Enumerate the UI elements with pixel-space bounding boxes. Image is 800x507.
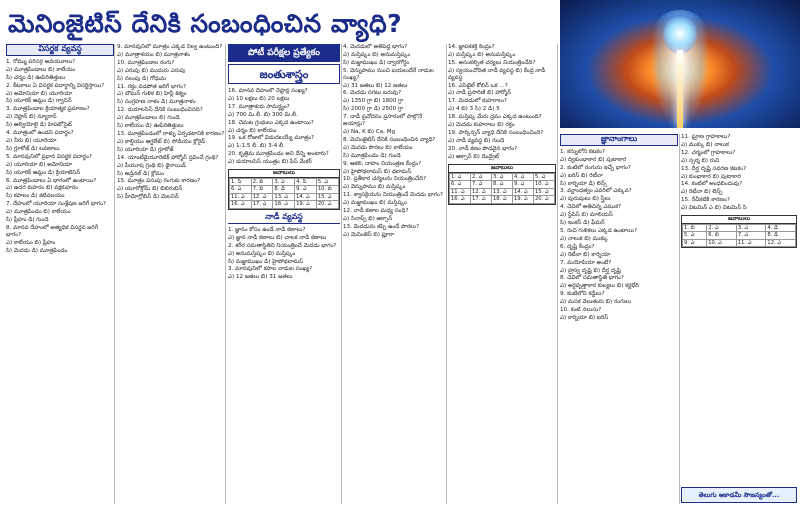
answer-cell: 9. ఎ bbox=[513, 181, 534, 189]
answer-cell: 2. బి bbox=[251, 178, 273, 186]
answer-cell: 20. ఎ bbox=[534, 196, 555, 204]
answer-cell: 8. ఎ bbox=[492, 181, 513, 189]
question-line: సి) నలుపు డి) గోధుమ bbox=[117, 75, 167, 82]
question-line: 17. మూత్రాశయ సామర్థ్యం? bbox=[228, 103, 290, 110]
question-line: 12. చర్మంలో గ్రాహకాలు? bbox=[681, 149, 736, 156]
answer-row bbox=[683, 224, 796, 232]
question-line: సి) కాలేయం డి) ఊపిరితిత్తులు bbox=[117, 123, 184, 130]
question-line: ఎ) నాడీ వ్యవస్థ బి) గుండె bbox=[448, 137, 505, 144]
answer-cell: 9. ఎ bbox=[295, 186, 317, 194]
answer-cell: 3. ఎ bbox=[492, 173, 513, 181]
question-line: 5. రుచి గుళికలు ఎక్కడ ఉంటాయి? bbox=[560, 227, 638, 234]
answer-cell: 7. బి bbox=[251, 186, 273, 194]
question-line: ఎ) మెనింజెస్ బి) ప్లూరా bbox=[343, 231, 395, 238]
question-line: ఎ) మెదడు పొరలు బి) కాలేయం bbox=[343, 144, 413, 151]
question-line: ఎ) మూత్రపిండం బి) కాలేయం bbox=[6, 209, 71, 216]
answer-cell: 11. ఎ bbox=[450, 188, 471, 196]
question-line: ఎ) సినాప్స్ బి) ఆక్సాన్ bbox=[343, 215, 393, 222]
question-line: ఎ) హైపోథలామస్ బి) థలామస్ bbox=[343, 168, 412, 175]
answer-box bbox=[228, 169, 340, 210]
question-line: ఎ) పురుషులు బి) స్త్రీలు bbox=[560, 196, 611, 203]
question-line: ఎ) మస్తిష్కం బి) అనుమస్తిష్కం bbox=[448, 51, 516, 58]
question-list bbox=[448, 44, 556, 161]
answer-cell: 12. ఎ bbox=[766, 239, 796, 247]
column-mixed bbox=[228, 88, 340, 504]
question-line: 6. దృష్టి కేంద్రం? bbox=[560, 243, 595, 250]
answer-box-title: జవాబులు bbox=[229, 170, 339, 178]
section-heading-nervous: నాడీ వ్యవస్థ bbox=[228, 213, 340, 224]
question-line: 1. జ్ఞానం కోసం ఉండే నాడీ కణాలు? bbox=[228, 226, 306, 233]
question-line: ఎ) నాడీ ప్రసారిణి బి) హార్మోన్ bbox=[448, 90, 512, 97]
question-line: 8. మానవ దేహంలో అత్యధిక విసర్జన జరిగే భాగం? bbox=[6, 224, 98, 238]
question-line: ఎ) వెన్నుపాము బి) మస్తిష్కం bbox=[343, 184, 406, 191]
question-line: సి) యూరిక్ ఆమ్లం డి) గ్వానిన్ bbox=[6, 98, 72, 105]
question-line: 5. మానవునిలో ప్రధాన విసర్జక పదార్థం? bbox=[6, 153, 92, 160]
question-line: ఎ) మస్తిష్కం బి) అనుమస్తిష్కం bbox=[343, 51, 411, 58]
question-line: ఎ) జ్ఞాన నాడీ కణాలు బి) చాలక నాడీ కణాలు bbox=[228, 234, 327, 241]
question-line: 15. అసంకల్పిత చర్యలు నియంత్రించేది? bbox=[448, 59, 536, 66]
question-line: ఎ) డయాలసిస్ యంత్రం బి) పేస్ మేకర్ bbox=[228, 159, 312, 166]
question-line: ఎ) బౌమన్ గుళిక బి) హెన్లీ శిక్యం bbox=[117, 91, 187, 98]
question-line: 14. జ్ఞాపకశక్తి కేంద్రం? bbox=[448, 44, 495, 50]
question-line: 9. కంటిలోని కడ్డీలు? bbox=[560, 291, 605, 298]
question-list bbox=[343, 44, 445, 239]
question-line: ఎ) నాలుక బి) ముక్కు bbox=[560, 235, 608, 242]
answer-cell: 7. ఎ bbox=[736, 232, 766, 240]
question-line: సి) కార్నియా డి) లెన్స్ bbox=[560, 180, 607, 187]
question-line: 2. కీటకాలు ఏ విసర్జక పదార్థాన్ని విసర్జిస్తాయి? bbox=[6, 82, 105, 89]
answer-table bbox=[449, 173, 555, 204]
question-line: 10. మూత్రపిండాల రంగు? bbox=[117, 59, 175, 66]
answer-cell: 19. ఎ bbox=[295, 201, 317, 209]
question-line: ఎ) ద్వికుంభాకార బి) పుటాకార bbox=[560, 156, 627, 163]
question-list bbox=[560, 149, 678, 322]
headline: మెనింజైటిస్ దేనికి సంబంధించిన వ్యాధి? bbox=[8, 9, 403, 38]
column-divider bbox=[341, 44, 342, 504]
question-line: 7. దేహంలో యూరియా సంశ్లేషణ జరిగే భాగం? bbox=[6, 201, 106, 208]
question-line: ఎ) మజ్జాముఖం బి) మస్తిష్కం bbox=[343, 200, 408, 207]
answer-cell: 18. ఎ bbox=[273, 201, 295, 209]
column-divider bbox=[679, 134, 680, 504]
question-line: 3. మూత్రపిండాల క్రియాత్మక ప్రమాణం? bbox=[6, 106, 90, 113]
question-line: 8. మెనింజైటిస్ దేనికి సంబంధించిన వ్యాధి? bbox=[343, 136, 436, 143]
answer-cell: 5. ఎ bbox=[316, 178, 338, 186]
answer-table bbox=[229, 178, 339, 209]
column-senses-2 bbox=[681, 134, 797, 504]
question-list bbox=[228, 227, 340, 281]
answer-cell: 19. ఎ bbox=[513, 196, 534, 204]
question-line: ఎ) 700 మి.లీ. బి) 300 మి.లీ. bbox=[228, 111, 299, 118]
question-line: సి) 2000 గ్రా డి) 2500 గ్రా bbox=[343, 106, 404, 113]
exam-banner: పోటీ పరీక్షల ప్రత్యేకం bbox=[228, 44, 340, 62]
question-line: 17. మెదడులో కుహరాలు? bbox=[448, 98, 507, 105]
answer-box-title: జవాబులు bbox=[682, 216, 796, 224]
answer-row bbox=[450, 173, 555, 181]
question-line: సి) అడ్రినల్ డి) క్లోమం bbox=[117, 170, 165, 177]
answer-cell: 17. ఎ bbox=[251, 201, 273, 209]
question-line: సి) గ్లూకోజ్ డి) లవణాలు bbox=[6, 145, 60, 152]
question-line: 4. మూత్రంలో ఉండని పదార్థం? bbox=[6, 130, 74, 137]
question-line: 3. వర్ణాంధత్వం ఎవరిలో ఎక్కువ? bbox=[560, 188, 632, 195]
answer-cell: 10. ఎ bbox=[534, 181, 555, 189]
question-line: 14. కంటిలో అంధబిందువు? bbox=[681, 181, 743, 188]
answer-table bbox=[682, 224, 796, 248]
question-line: 10. ప్రతీకార చర్యలను నియంత్రించేది? bbox=[343, 176, 427, 183]
question-line: ఎ) స్పర్శ బి) రుచి bbox=[681, 157, 720, 164]
question-line: 6. మెదడు సగటు బరువు? bbox=[343, 90, 402, 97]
answer-cell: 6. బి bbox=[707, 232, 737, 240]
question-line: 16. మానవ దేహంలో నెఫ్రాన్ల సంఖ్య? bbox=[228, 88, 308, 94]
question-line: ఎ) అనుమస్తిష్కం బి) మస్తిష్కం bbox=[228, 250, 296, 257]
answer-cell: 6. ఎ bbox=[450, 181, 471, 189]
column-divider bbox=[114, 44, 115, 504]
question-line: సి) సంగ్రహణ నాళం డి) మూత్రనాళం bbox=[117, 99, 196, 106]
hero-image bbox=[560, 0, 800, 128]
question-line: 9. ఆకలి, దాహం నియంత్రణ కేంద్రం? bbox=[343, 160, 422, 167]
question-line: ఎ) పీయూష గ్రంథి బి) థైరాయిడ్ bbox=[117, 162, 187, 169]
answer-cell: 14. ఎ bbox=[295, 193, 317, 201]
question-line: ఎ) మసక వెలుతురు బి) రంగులు bbox=[560, 299, 632, 306]
question-line: 2. కంటిలో రంగును ఇచ్చే భాగం? bbox=[560, 164, 631, 171]
question-line: సి) ఇంకస్ డి) ఫీమర్ bbox=[560, 220, 605, 227]
question-line: ఎ) 12 జతలు బి) 31 జతలు bbox=[228, 274, 293, 281]
question-line: 1. కన్నులోని కటకం? bbox=[560, 148, 605, 155]
question-line: 18. మస్తిష్క మేరు ద్రవం ఎక్కడ ఉంటుంది? bbox=[448, 114, 542, 121]
answer-row bbox=[450, 188, 555, 196]
answer-cell: 7. ఎ bbox=[471, 181, 492, 189]
answer-cell: 2. ఎ bbox=[707, 224, 737, 232]
question-line: సి) యూరిక్ ఆమ్లం డి) క్రియాటినిన్ bbox=[6, 169, 81, 176]
answer-cell: 12. ఎ bbox=[471, 188, 492, 196]
question-line: 11. రక్తం వడపోత జరిగే భాగం? bbox=[117, 83, 186, 90]
answer-cell: 10. ఎ bbox=[707, 239, 737, 247]
answer-cell: 5. ఎ bbox=[534, 173, 555, 181]
question-list bbox=[228, 88, 340, 166]
question-line: 2. శరీర సమతాస్థితిని నియంత్రించే మెదడు భాగం? bbox=[228, 242, 337, 249]
question-line: 9. మానవునిలో మూత్రం ఎక్కడ నిల్వ ఉంటుంది? bbox=[117, 44, 223, 50]
question-line: 12. డయాలసిస్ దేనికి సంబంధించినది? bbox=[117, 107, 203, 114]
question-line: ఎ) మూత్రపిండాలు బి) గుండె bbox=[117, 115, 180, 122]
answer-cell: 3. ఎ bbox=[273, 178, 295, 186]
question-line: సి) కపాలం డి) కటివలయం bbox=[6, 193, 65, 200]
answer-cell: 4. ఎ bbox=[513, 173, 534, 181]
brain-glow bbox=[663, 14, 697, 54]
column-divider bbox=[446, 44, 447, 504]
answer-row bbox=[230, 201, 339, 209]
question-line: ఎ) 4 బి) 3 సి) 2 డి) 5 bbox=[448, 106, 500, 113]
answer-cell: 8. డి bbox=[766, 232, 796, 240]
answer-cell: 8. డి bbox=[273, 186, 295, 194]
question-line: 5. వెన్నుపాము నుంచి బయలుదేరే నాడుల సంఖ్య? bbox=[343, 67, 434, 81]
answer-cell: 14. ఎ bbox=[513, 188, 534, 196]
question-line: సి) హీమోగ్లోబిన్ డి) మెలనిన్ bbox=[117, 194, 179, 201]
question-line: 13. మూత్రపిండంలో రాళ్ళు ఏర్పడటానికి కారణం? bbox=[117, 130, 225, 137]
question-line: 6. మూత్రపిండాలు ఏ భాగంలో ఉంటాయి? bbox=[6, 177, 97, 184]
answer-cell: 13. ఎ bbox=[273, 193, 295, 201]
question-line: ఎ) స్టేపిస్ బి) మాలియస్ bbox=[560, 212, 613, 219]
column-senses bbox=[560, 134, 678, 504]
courtesy-footer: తెలుగు అకాడమీ సౌజన్యంతో... bbox=[681, 487, 797, 503]
question-line: ఎ) స్వయంచోదిత నాడీ వ్యవస్థ బి) కేంద్ర నాడీ వ్యవస్థ bbox=[448, 67, 546, 81]
question-line: 12. నాడీ కణాల మధ్య సంధి? bbox=[343, 208, 409, 215]
answer-row bbox=[450, 196, 555, 204]
question-line: ఎ) ఉదర కుహరం బి) వక్షకుహరం bbox=[6, 185, 78, 192]
question-line: 11. ఘ్రాణ గ్రాహకాలు? bbox=[681, 134, 731, 140]
section-heading-senses: జ్ఞానాంగాలు bbox=[560, 134, 678, 146]
answer-cell: 2. ఎ bbox=[471, 173, 492, 181]
question-line: 11. శ్వాసక్రియను నియంత్రించే మెదడు భాగం? bbox=[343, 192, 443, 199]
question-list bbox=[117, 44, 225, 201]
question-line: 18. చెమట గ్రంథులు ఎక్కడ ఉంటాయి? bbox=[228, 119, 314, 126]
question-line: సి) మెదడు డి) మూత్రపిండం bbox=[6, 247, 68, 254]
question-line: 19. ఒక రోజులో విడుదలయ్యే మూత్రం? bbox=[228, 135, 315, 142]
question-line: 13. మెదడును కప్పి ఉండే పొరలు? bbox=[343, 223, 420, 230]
question-line: ఎ) ఆక్సాన్ బి) డెండ్రైట్ bbox=[448, 153, 500, 160]
question-line: ఎ) ఐరిస్ బి) రెటీనా bbox=[560, 172, 603, 179]
answer-row bbox=[230, 186, 339, 194]
question-line: ఎ) 1-1.5 లీ. బి) 3-4 లీ. bbox=[228, 143, 285, 150]
answer-cell: 1. సి bbox=[230, 178, 252, 186]
question-line: ఎ) రెటీనా బి) లెన్స్ bbox=[681, 189, 723, 196]
section-heading-excretory: విసర్జక వ్యవస్థ bbox=[6, 44, 114, 56]
answer-cell: 16. ఎ bbox=[450, 196, 471, 204]
answer-cell: 9. ఎ bbox=[683, 239, 707, 247]
answer-cell: 5. ఎ bbox=[683, 232, 707, 240]
answer-cell: 1. బి bbox=[683, 224, 707, 232]
answer-cell: 3. ఎ bbox=[736, 224, 766, 232]
question-line: 19. పార్కిన్సన్ వ్యాధి దేనికి సంబంధించింది? bbox=[448, 129, 544, 136]
question-line: ఎ) మూత్రపిండాలు బి) కాలేయం bbox=[6, 66, 76, 73]
question-line: ఎ) యూరియా బి) అమోనియా bbox=[6, 161, 73, 168]
question-line: 15. మూత్రం పసుపు రంగుకు కారణం? bbox=[117, 178, 201, 185]
column-divider bbox=[557, 44, 558, 504]
question-line: 7. మయోపియా అంటే? bbox=[560, 259, 612, 266]
answer-cell: 16. ఎ bbox=[230, 201, 252, 209]
question-line: ఎ) నీరు బి) యూరియా bbox=[6, 137, 57, 144]
answer-cell: 15. ఎ bbox=[316, 193, 338, 201]
question-line: సి) ప్లీహం డి) గుండె bbox=[6, 217, 49, 224]
question-line: ఎ) ముక్కు బి) నాలుక bbox=[681, 141, 729, 148]
spine-glow bbox=[677, 50, 683, 128]
answer-cell: 15. ఎ bbox=[534, 188, 555, 196]
answer-row bbox=[450, 181, 555, 189]
question-line: 1. రోమ్ము పరిసర్గ అవయవాలు? bbox=[6, 58, 76, 65]
question-line: సి) యూరియా డి) గ్లూకోజ్ bbox=[117, 146, 174, 153]
question-line: ఎ) మూత్రాశయం బి) మూత్రనాళం bbox=[117, 51, 191, 58]
question-line: 4. మెదడులో అతిపెద్ద భాగం? bbox=[343, 44, 408, 50]
question-line: ఎ) 31 జతలు బి) 12 జతలు bbox=[343, 82, 408, 89]
question-line: 3. మానవునిలో కపాల నాడుల సంఖ్య? bbox=[228, 266, 313, 273]
question-line: ఎ) అర్ధవృత్తాకార కుల్యలు బి) కర్ణభేరి bbox=[560, 283, 639, 290]
answer-cell: 20. ఎ bbox=[316, 201, 338, 209]
question-line: ఎ) విటమిన్ ఎ బి) విటమిన్ సి bbox=[681, 205, 747, 212]
question-line: 15. రేచీకటికి కారణం? bbox=[681, 197, 730, 204]
answer-cell: 4. సి bbox=[295, 178, 317, 186]
answer-cell: 11. ఎ bbox=[736, 239, 766, 247]
column-nervous-2 bbox=[448, 44, 556, 504]
question-line: 10. కంటి నలుసు? bbox=[560, 307, 602, 314]
question-line: ఎ) యూరోక్రోమ్ బి) బిలిరుబిన్ bbox=[117, 186, 183, 193]
answer-cell: 18. ఎ bbox=[492, 196, 513, 204]
question-line: 7. నాడీ ప్రచోదనం ప్రసారంలో పాల్గొనే అయాన్లు? bbox=[343, 114, 423, 128]
answer-box bbox=[681, 215, 797, 248]
question-line: 20. కృత్రిమ మూత్రపిండం అని దేన్ని అంటారు? bbox=[228, 151, 329, 158]
answer-cell: 10. బి bbox=[316, 186, 338, 194]
question-line: సి) ఆల్వియోలై డి) హెపటోసైట్ bbox=[6, 122, 72, 129]
question-line: ఎ) కార్నియా బి) ఐరిస్ bbox=[560, 314, 609, 321]
answer-box-title: జవాబులు bbox=[449, 165, 555, 173]
column-divider bbox=[225, 44, 226, 504]
answer-cell: 4. డి bbox=[766, 224, 796, 232]
question-line: 14. యాంటీడైయూరెటిక్ హార్మోన్ స్రవించే గ్రంథి? bbox=[117, 154, 219, 161]
answer-row bbox=[683, 232, 796, 240]
question-line: ఎ) మెదడు కుహరాలు బి) రక్తం bbox=[448, 122, 515, 129]
question-list bbox=[681, 134, 797, 212]
question-line: ఎ) ఎరుపు బి) ముదురు ఎరుపు bbox=[117, 67, 186, 74]
answer-cell: 11. ఎ bbox=[230, 193, 252, 201]
answer-cell: 13. ఎ bbox=[492, 188, 513, 196]
question-line: 20. నాడీ కణం పొడవైన భాగం? bbox=[448, 145, 518, 152]
question-line: 16. ఎసిటైల్ కోలిన్ ఒక ...? bbox=[448, 82, 508, 89]
question-line: ఎ) 10 లక్షలు బి) 20 లక్షలు bbox=[228, 95, 290, 102]
question-line: ఎ) అమోనియా బి) యూరియా bbox=[6, 90, 73, 97]
answer-row bbox=[683, 239, 796, 247]
question-line: ఎ) నెఫ్రాన్ బి) న్యూరాన్ bbox=[6, 114, 57, 121]
question-line: సి) మూత్రపిండం డి) గుండె bbox=[343, 152, 401, 159]
question-line: 4. చెవిలో అతిచిన్న ఎముక? bbox=[560, 204, 622, 211]
subject-title: జంతుశాస్త్రం bbox=[228, 64, 340, 84]
question-line: 13. దీర్ఘ దృష్టి సవరణ కటకం? bbox=[681, 165, 747, 172]
answer-row bbox=[230, 193, 339, 201]
answer-row bbox=[230, 178, 339, 186]
question-line: ఎ) రెటీనా బి) కార్నియా bbox=[560, 251, 611, 258]
question-line: సి) మజ్జాముఖం డి) ద్వారగోర్ధం bbox=[343, 59, 410, 66]
question-line: ఎ) 1350 గ్రా బి) 1800 గ్రా bbox=[343, 98, 404, 105]
question-list bbox=[6, 59, 114, 255]
answer-cell: 1. ఎ bbox=[450, 173, 471, 181]
column-excretory-2 bbox=[117, 44, 225, 504]
column-nervous bbox=[343, 44, 445, 504]
question-line: ఎ) కాలేయం బి) ప్లీహం bbox=[6, 239, 56, 246]
question-line: ఎ) కుంభాకార బి) పుటాకార bbox=[681, 173, 741, 180]
answer-cell: 6. ఎ bbox=[230, 186, 252, 194]
column-excretory bbox=[6, 44, 114, 504]
question-line: ఎ) Na, K బి) Ca, Mg bbox=[343, 128, 396, 135]
answer-box bbox=[448, 164, 556, 205]
question-line: సి) మజ్జాముఖం డి) హైపోథలామస్ bbox=[228, 258, 304, 265]
answer-cell: 17. ఎ bbox=[471, 196, 492, 204]
question-line: ఎ) చర్మం బి) కాలేయం bbox=[228, 127, 277, 134]
question-line: ఎ) కాల్షియం ఆగ్జలేట్ బి) సోడియం క్లోరైడ్ bbox=[117, 138, 206, 145]
question-line: 8. చెవిలో సమతాస్థితి భాగం? bbox=[560, 275, 624, 282]
answer-cell: 12. ఎ bbox=[251, 193, 273, 201]
question-line: సి) చర్మం డి) ఊపిరితిత్తులు bbox=[6, 74, 66, 81]
question-line: ఎ) హ్రస్వ దృష్టి బి) దీర్ఘ దృష్టి bbox=[560, 267, 621, 274]
